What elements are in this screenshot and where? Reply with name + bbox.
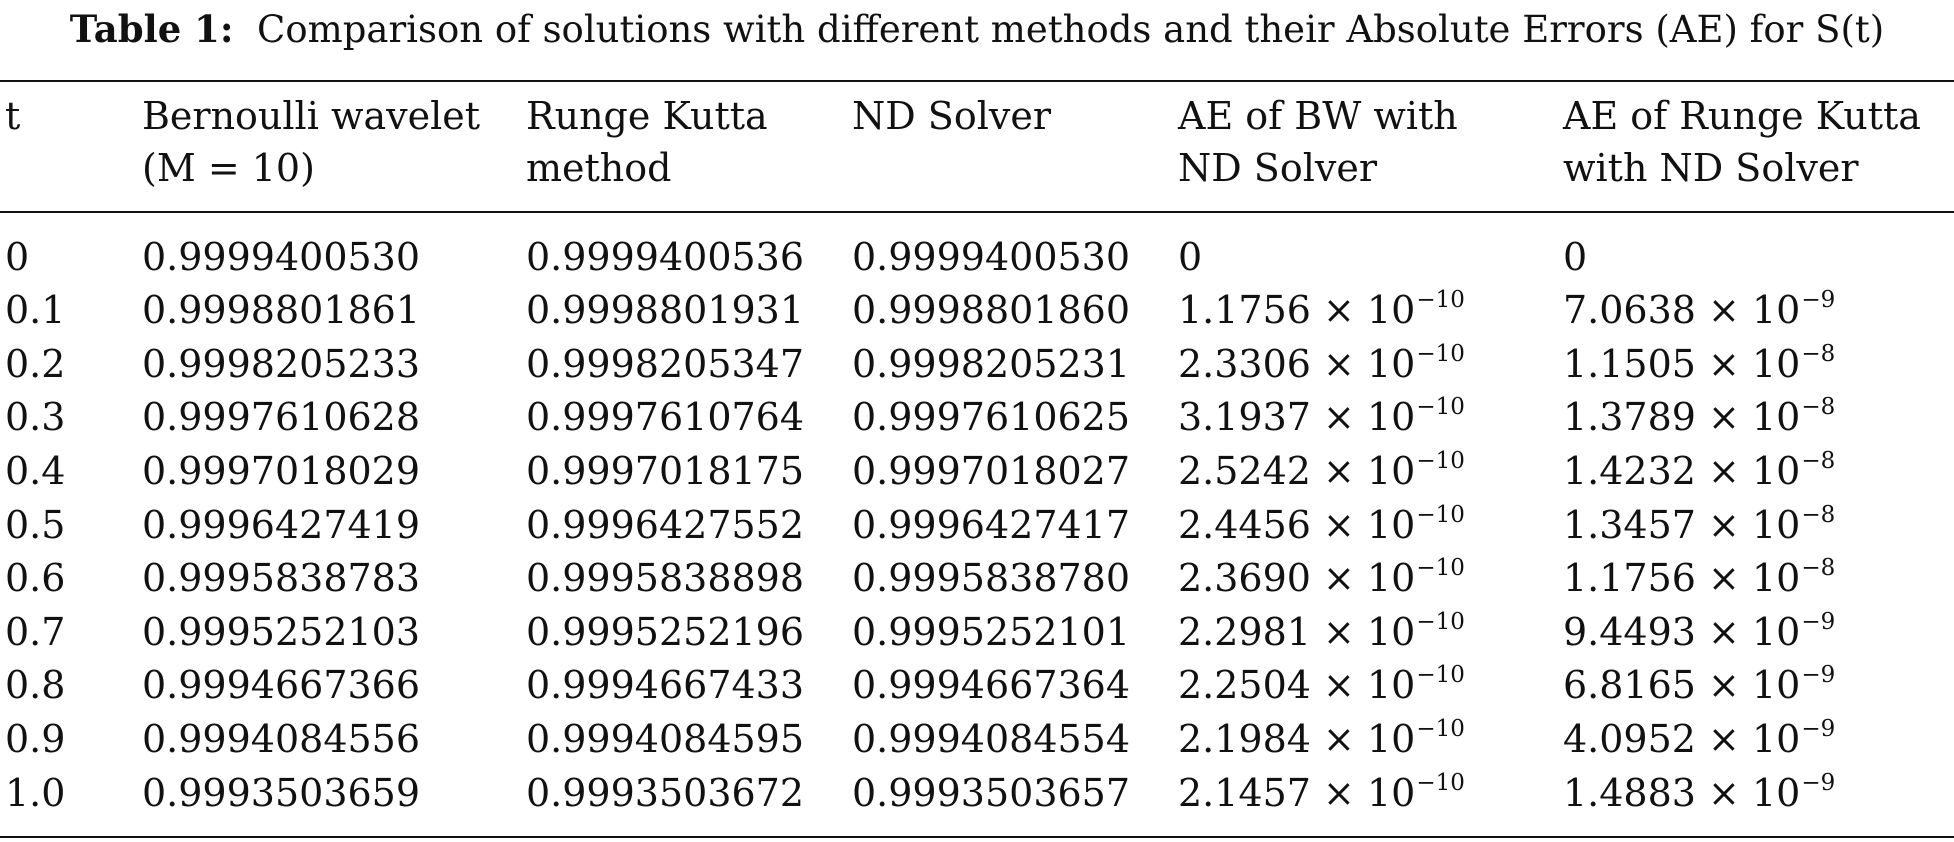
cell-nd-solver: 0.9998205231 bbox=[852, 342, 1131, 386]
ae-bw-mantissa: 2.5242 × 10 bbox=[1178, 449, 1416, 493]
ae-rk-mantissa: 1.3457 × 10 bbox=[1563, 503, 1801, 547]
cell-ae-bw bbox=[1178, 445, 1465, 504]
cell-t: 0.5 bbox=[5, 503, 66, 547]
ae-rk-mantissa: 6.8165 × 10 bbox=[1563, 663, 1801, 707]
cell-ae-rk bbox=[1563, 391, 1835, 450]
ae-rk-exponent: −8 bbox=[1801, 394, 1836, 420]
ae-bw-mantissa: 3.1937 × 10 bbox=[1178, 395, 1416, 439]
ae-bw-exponent: −10 bbox=[1416, 502, 1465, 528]
ae-bw-exponent: −10 bbox=[1416, 555, 1465, 581]
table-row bbox=[0, 552, 1954, 605]
table-row bbox=[0, 338, 1954, 391]
cell-ae-bw bbox=[1178, 391, 1465, 450]
table-row bbox=[0, 391, 1954, 444]
ae-bw-exponent: −10 bbox=[1416, 716, 1465, 742]
cell-nd-solver: 0.9997018027 bbox=[852, 449, 1131, 493]
cell-runge-kutta: 0.9995838898 bbox=[526, 556, 805, 600]
cell-t: 0.1 bbox=[5, 288, 66, 332]
cell-ae-rk bbox=[1563, 284, 1835, 343]
table-row bbox=[0, 445, 1954, 498]
header-bernoulli-wavelet-line1: Bernoulli wavelet bbox=[142, 94, 480, 138]
ae-rk-mantissa: 1.4883 × 10 bbox=[1563, 771, 1801, 815]
ae-bw-mantissa: 1.1756 × 10 bbox=[1178, 288, 1416, 332]
ae-bw-exponent: −10 bbox=[1416, 770, 1465, 796]
cell-ae-rk bbox=[1563, 767, 1835, 826]
header-runge-kutta bbox=[526, 90, 768, 194]
cell-runge-kutta: 0.9999400536 bbox=[526, 235, 805, 279]
cell-bernoulli-wavelet: 0.9997018029 bbox=[142, 449, 421, 493]
cell-bernoulli-wavelet: 0.9997610628 bbox=[142, 395, 421, 439]
cell-ae-rk bbox=[1563, 659, 1835, 718]
table-row bbox=[0, 231, 1954, 284]
header-bernoulli-wavelet-line2: (M = 10) bbox=[142, 146, 315, 190]
cell-nd-solver: 0.9995838780 bbox=[852, 556, 1131, 600]
ae-bw-mantissa: 2.1984 × 10 bbox=[1178, 717, 1416, 761]
table-row bbox=[0, 767, 1954, 820]
ae-bw-exponent: −10 bbox=[1416, 609, 1465, 635]
cell-nd-solver: 0.9999400530 bbox=[852, 235, 1131, 279]
ae-rk-exponent: −8 bbox=[1801, 448, 1836, 474]
header-ae-rk bbox=[1563, 90, 1921, 194]
cell-ae-bw bbox=[1178, 552, 1465, 611]
cell-runge-kutta: 0.9994084595 bbox=[526, 717, 805, 761]
cell-ae-rk bbox=[1563, 231, 1588, 290]
ae-bw-exponent: −10 bbox=[1416, 287, 1465, 313]
ae-rk-exponent: −9 bbox=[1801, 662, 1836, 688]
table-bottom-rule bbox=[0, 836, 1954, 838]
header-t bbox=[5, 90, 20, 142]
cell-bernoulli-wavelet: 0.9993503659 bbox=[142, 771, 421, 815]
cell-ae-rk bbox=[1563, 499, 1835, 558]
cell-t: 0.2 bbox=[5, 342, 66, 386]
cell-t: 0.3 bbox=[5, 395, 66, 439]
cell-runge-kutta: 0.9997610764 bbox=[526, 395, 805, 439]
table-top-rule bbox=[0, 80, 1954, 82]
ae-bw-exponent: −10 bbox=[1416, 448, 1465, 474]
cell-t: 1.0 bbox=[5, 771, 66, 815]
cell-runge-kutta: 0.9995252196 bbox=[526, 610, 805, 654]
cell-ae-bw bbox=[1178, 338, 1465, 397]
ae-rk-mantissa: 1.1756 × 10 bbox=[1563, 556, 1801, 600]
cell-runge-kutta: 0.9998801931 bbox=[526, 288, 805, 332]
cell-t: 0.4 bbox=[5, 449, 66, 493]
ae-rk-mantissa: 1.4232 × 10 bbox=[1563, 449, 1801, 493]
ae-rk-exponent: −9 bbox=[1801, 770, 1836, 796]
table-row bbox=[0, 606, 1954, 659]
header-ae-bw bbox=[1178, 90, 1458, 194]
ae-rk-exponent: −9 bbox=[1801, 609, 1836, 635]
ae-bw-mantissa: 2.2981 × 10 bbox=[1178, 610, 1416, 654]
cell-bernoulli-wavelet: 0.9999400530 bbox=[142, 235, 421, 279]
cell-nd-solver: 0.9993503657 bbox=[852, 771, 1131, 815]
table-row bbox=[0, 659, 1954, 712]
caption-text: Comparison of solutions with different methods and their Absolute Errors (AE) for S(t) bbox=[257, 8, 1885, 51]
ae-rk-mantissa: 7.0638 × 10 bbox=[1563, 288, 1801, 332]
cell-bernoulli-wavelet: 0.9994084556 bbox=[142, 717, 421, 761]
ae-rk-exponent: −9 bbox=[1801, 287, 1836, 313]
cell-ae-bw bbox=[1178, 499, 1465, 558]
header-ae-rk-line1: AE of Runge Kutta bbox=[1563, 94, 1921, 138]
cell-ae-rk bbox=[1563, 552, 1835, 611]
ae-bw-mantissa: 2.3690 × 10 bbox=[1178, 556, 1416, 600]
ae-bw-exponent: −10 bbox=[1416, 662, 1465, 688]
cell-t: 0.8 bbox=[5, 663, 66, 707]
header-ae-bw-line2: ND Solver bbox=[1178, 146, 1377, 190]
cell-t: 0.7 bbox=[5, 610, 66, 654]
cell-bernoulli-wavelet: 0.9998205233 bbox=[142, 342, 421, 386]
ae-bw-mantissa: 2.4456 × 10 bbox=[1178, 503, 1416, 547]
cell-ae-bw bbox=[1178, 713, 1465, 772]
table-caption bbox=[0, 6, 1954, 53]
ae-rk-mantissa: 1.1505 × 10 bbox=[1563, 342, 1801, 386]
table-row bbox=[0, 499, 1954, 552]
cell-nd-solver: 0.9994084554 bbox=[852, 717, 1131, 761]
cell-ae-rk bbox=[1563, 713, 1835, 772]
cell-ae-bw bbox=[1178, 606, 1465, 665]
cell-ae-rk bbox=[1563, 445, 1835, 504]
header-nd-solver-line1: ND Solver bbox=[852, 94, 1051, 138]
cell-nd-solver: 0.9994667364 bbox=[852, 663, 1131, 707]
cell-runge-kutta: 0.9998205347 bbox=[526, 342, 805, 386]
table-row bbox=[0, 713, 1954, 766]
header-ae-bw-line1: AE of BW with bbox=[1178, 94, 1458, 138]
table-row bbox=[0, 284, 1954, 337]
ae-rk-exponent: −8 bbox=[1801, 502, 1836, 528]
cell-t: 0.9 bbox=[5, 717, 66, 761]
cell-bernoulli-wavelet: 0.9994667366 bbox=[142, 663, 421, 707]
cell-runge-kutta: 0.9996427552 bbox=[526, 503, 805, 547]
ae-bw-mantissa: 2.3306 × 10 bbox=[1178, 342, 1416, 386]
header-bernoulli-wavelet bbox=[142, 90, 480, 194]
cell-nd-solver: 0.9996427417 bbox=[852, 503, 1131, 547]
header-runge-kutta-line1: Runge Kutta bbox=[526, 94, 768, 138]
cell-bernoulli-wavelet: 0.9998801861 bbox=[142, 288, 421, 332]
cell-ae-rk bbox=[1563, 606, 1835, 665]
ae-bw-mantissa: 2.2504 × 10 bbox=[1178, 663, 1416, 707]
cell-runge-kutta: 0.9993503672 bbox=[526, 771, 805, 815]
ae-bw-mantissa: 2.1457 × 10 bbox=[1178, 771, 1416, 815]
header-nd-solver bbox=[852, 90, 1051, 142]
cell-runge-kutta: 0.9994667433 bbox=[526, 663, 805, 707]
cell-nd-solver: 0.9995252101 bbox=[852, 610, 1131, 654]
ae-bw-exponent: −10 bbox=[1416, 394, 1465, 420]
ae-rk-mantissa: 0 bbox=[1563, 235, 1588, 279]
ae-bw-mantissa: 0 bbox=[1178, 235, 1203, 279]
ae-rk-exponent: −9 bbox=[1801, 716, 1836, 742]
cell-ae-bw bbox=[1178, 231, 1203, 290]
ae-rk-exponent: −8 bbox=[1801, 555, 1836, 581]
ae-bw-exponent: −10 bbox=[1416, 341, 1465, 367]
table-header-row bbox=[0, 90, 1954, 200]
ae-rk-mantissa: 4.0952 × 10 bbox=[1563, 717, 1801, 761]
cell-bernoulli-wavelet: 0.9995252103 bbox=[142, 610, 421, 654]
header-runge-kutta-line2: method bbox=[526, 146, 672, 190]
cell-ae-bw bbox=[1178, 659, 1465, 718]
cell-nd-solver: 0.9998801860 bbox=[852, 288, 1131, 332]
header-ae-rk-line2: with ND Solver bbox=[1563, 146, 1859, 190]
cell-t: 0.6 bbox=[5, 556, 66, 600]
ae-rk-mantissa: 9.4493 × 10 bbox=[1563, 610, 1801, 654]
cell-nd-solver: 0.9997610625 bbox=[852, 395, 1131, 439]
cell-ae-bw bbox=[1178, 284, 1465, 343]
cell-bernoulli-wavelet: 0.9996427419 bbox=[142, 503, 421, 547]
header-t-line1: t bbox=[5, 94, 21, 138]
cell-ae-rk bbox=[1563, 338, 1835, 397]
caption-label: Table 1: bbox=[69, 7, 234, 51]
ae-rk-mantissa: 1.3789 × 10 bbox=[1563, 395, 1801, 439]
cell-runge-kutta: 0.9997018175 bbox=[526, 449, 805, 493]
cell-ae-bw bbox=[1178, 767, 1465, 826]
cell-bernoulli-wavelet: 0.9995838783 bbox=[142, 556, 421, 600]
table-header-rule bbox=[0, 211, 1954, 213]
cell-t: 0 bbox=[5, 235, 30, 279]
ae-rk-exponent: −8 bbox=[1801, 341, 1836, 367]
